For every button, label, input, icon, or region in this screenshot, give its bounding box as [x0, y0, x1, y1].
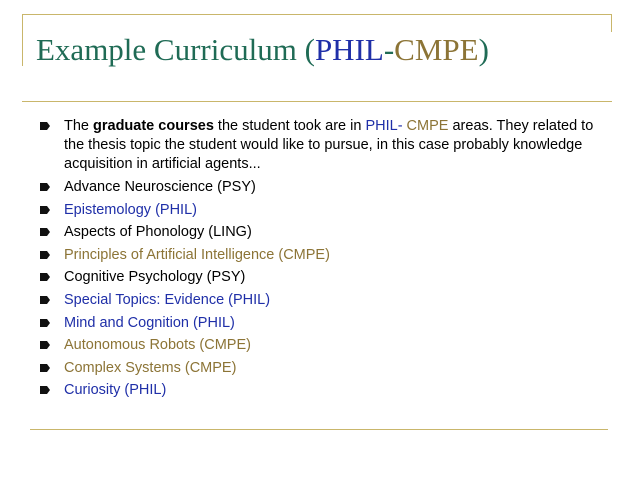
intro-text-3: areas. They related to the thesis topic the student would like to pursue, in this case probably knowledge acquisition in artificial agents... [64, 118, 594, 172]
intro-bullet [40, 117, 600, 174]
course-item [40, 223, 600, 242]
title-text: Example Curriculum ( [36, 32, 315, 67]
course-list [40, 117, 600, 404]
bullet-marker-icon [40, 296, 47, 304]
course-label: Special Topics: Evidence (PHIL) [64, 291, 271, 308]
title-dash: - [383, 32, 395, 67]
course-item [40, 291, 600, 310]
course-item [40, 178, 600, 197]
bullet-marker-icon [40, 364, 47, 372]
course-item [40, 359, 600, 378]
bullet-marker-icon [40, 386, 47, 394]
course-item [40, 314, 600, 333]
course-label: Advance Neuroscience (PSY) [64, 179, 256, 195]
bullet-marker-icon [40, 319, 47, 327]
course-label: Principles of Artificial Intelligence (CMPE) [64, 246, 330, 263]
title-phil: PHIL [314, 32, 384, 67]
course-item [40, 246, 600, 265]
intro-text-1: The [64, 118, 94, 134]
course-label: Epistemology (PHIL) [64, 201, 197, 218]
frame-top-line [22, 14, 612, 15]
intro-bold-text: graduate courses [93, 118, 214, 134]
course-item [40, 336, 600, 355]
course-item [40, 268, 600, 287]
slide-title [36, 34, 489, 65]
title-close: ) [478, 32, 489, 67]
course-label: Curiosity (PHIL) [64, 382, 167, 399]
course-item [40, 381, 600, 400]
course-label: Cognitive Psychology (PSY) [64, 269, 246, 286]
intro-phil: PHIL- [365, 118, 407, 134]
bullet-marker-icon [40, 228, 47, 236]
course-label: Autonomous Robots (CMPE) [64, 337, 251, 354]
title-divider [22, 101, 612, 102]
bullet-marker-icon [40, 122, 47, 130]
intro-text-2: the student took are in [213, 118, 366, 134]
bullet-marker-icon [40, 183, 47, 191]
bullet-marker-icon [40, 273, 47, 281]
frame-left-line [22, 14, 23, 66]
course-label: Complex Systems (CMPE) [64, 359, 237, 376]
bottom-divider [30, 429, 608, 430]
bullet-marker-icon [40, 341, 47, 349]
intro-cmpe: CMPE [406, 118, 449, 134]
course-label: Aspects of Phonology (LING) [64, 224, 252, 241]
bullet-marker-icon [40, 206, 47, 214]
title-cmpe: CMPE [394, 32, 479, 67]
course-item [40, 201, 600, 220]
bullet-marker-icon [40, 251, 47, 259]
frame-right-line [611, 14, 612, 32]
course-label: Mind and Cognition (PHIL) [64, 314, 235, 331]
